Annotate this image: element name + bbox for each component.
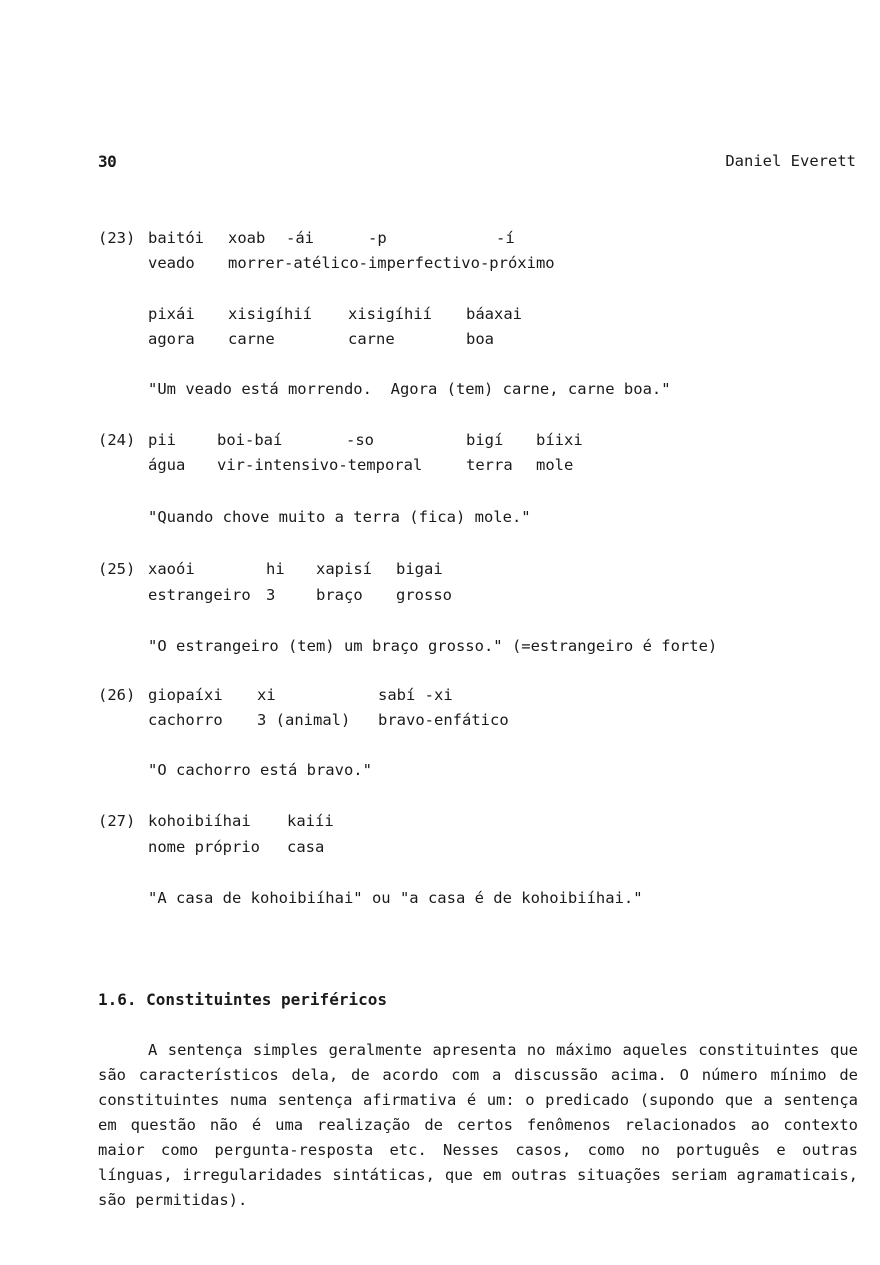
gloss-word: nome próprio (148, 838, 260, 856)
gloss-word: bigí (466, 431, 504, 449)
gloss-word: -so (346, 431, 374, 449)
gloss-word: mole (536, 456, 574, 474)
gloss-word: braço (316, 586, 363, 604)
gloss-word: estrangeiro (148, 586, 251, 604)
gloss-word: cachorro (148, 711, 223, 729)
gloss-word: 3 (266, 586, 276, 604)
gloss-word: xisigíhií (348, 305, 432, 323)
gloss-word: kaiíi (287, 812, 334, 830)
gloss-word: xisigíhií (228, 305, 312, 323)
gloss-word: boi-baí (217, 431, 283, 449)
gloss-word: bíixi (536, 431, 583, 449)
gloss-word: xi (257, 686, 276, 704)
example-number: (26) (98, 686, 136, 704)
gloss-word: xapisí (316, 560, 372, 578)
gloss-word: hi (266, 560, 285, 578)
gloss-word: -í (496, 229, 515, 247)
running-header-author: Daniel Everett (725, 152, 856, 170)
example-number: (23) (98, 229, 136, 247)
gloss-word: agora (148, 330, 195, 348)
gloss-word: carne (228, 330, 275, 348)
example-number: (25) (98, 560, 136, 578)
section-heading: 1.6. Constituintes periféricos (98, 990, 387, 1009)
gloss-word: água (148, 456, 186, 474)
gloss-word: carne (348, 330, 395, 348)
gloss-word: veado (148, 254, 195, 272)
gloss-word: giopaíxi (148, 686, 223, 704)
gloss-word: bravo-enfático (378, 711, 509, 729)
paragraph-text: A sentença simples geralmente apresenta no máximo aqueles constituintes que são característicos dela, de acordo com a discussão acima. O número mínimo de constituintes numa sentença afirmativa é um: o predicado (supondo que a sentença em questão não é uma realização de certos fenômenos relacionados ao contexto maior como pergunta-resposta etc. Nesses casos, como no português e outras línguas, irregularidades sintáticas, que em outras situações seriam agramaticais, são permitidas). (98, 1041, 858, 1209)
gloss-word: xaoói (148, 560, 195, 578)
gloss-word: terra (466, 456, 513, 474)
page-number: 30 (98, 152, 117, 171)
gloss-word: kohoibiíhai (148, 812, 251, 830)
gloss-word: sabí -xi (378, 686, 453, 704)
gloss-word: grosso (396, 586, 452, 604)
example-number: (27) (98, 812, 136, 830)
gloss-word: baitói (148, 229, 204, 247)
gloss-word: pii (148, 431, 176, 449)
free-translation: "Um veado está morrendo. Agora (tem) carne, carne boa." (148, 380, 671, 398)
gloss-word: boa (466, 330, 494, 348)
gloss-word: xoab (228, 229, 266, 247)
free-translation: "Quando chove muito a terra (fica) mole." (148, 508, 531, 526)
free-translation: "A casa de kohoibiíhai" ou "a casa é de kohoibiíhai." (148, 889, 643, 907)
gloss-word: -p (368, 229, 387, 247)
gloss-word: morrer-atélico-imperfectivo-próximo (228, 254, 555, 272)
free-translation: "O cachorro está bravo." (148, 761, 372, 779)
gloss-word: bigai (396, 560, 443, 578)
free-translation: "O estrangeiro (tem) um braço grosso." (=estrangeiro é forte) (148, 637, 718, 655)
gloss-word: -ái (286, 229, 314, 247)
example-number: (24) (98, 431, 136, 449)
gloss-word: vir-intensivo-temporal (217, 456, 423, 474)
gloss-word: casa (287, 838, 325, 856)
body-paragraph (98, 1038, 858, 1213)
gloss-word: pixái (148, 305, 195, 323)
gloss-word: báaxai (466, 305, 522, 323)
gloss-word: 3 (animal) (257, 711, 351, 729)
